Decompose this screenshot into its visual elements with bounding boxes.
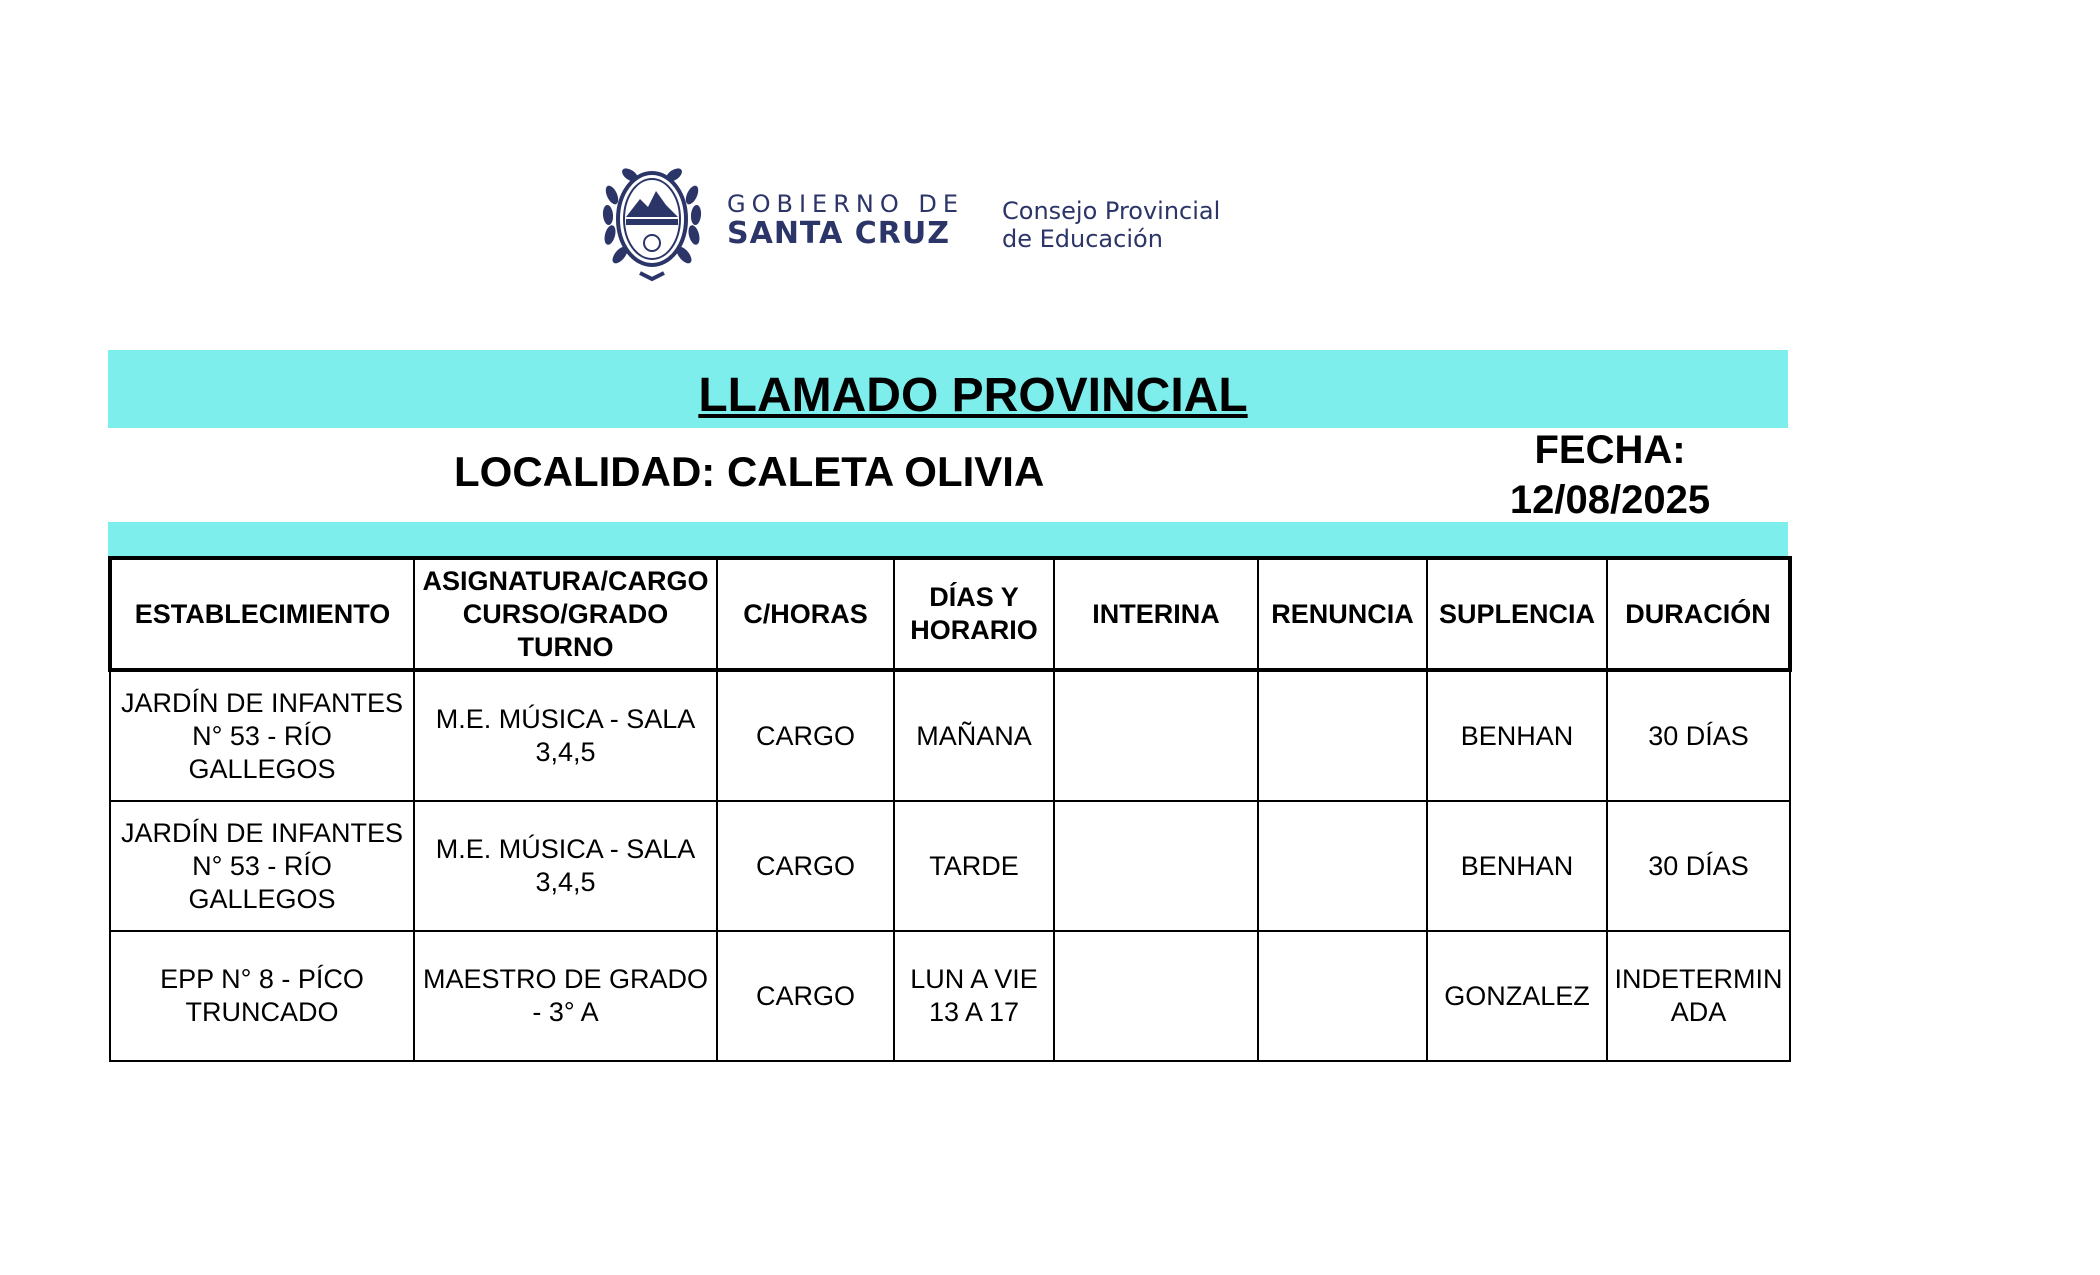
header-asignatura: ASIGNATURA/CARGO CURSO/GRADO TURNO [414, 558, 717, 670]
calls-table [108, 556, 1792, 1062]
table-row [110, 801, 1790, 931]
gov-line2: SANTA CRUZ [727, 216, 950, 251]
header-renuncia: RENUNCIA [1258, 558, 1427, 670]
title-band [108, 350, 1788, 428]
cell-renuncia [1258, 670, 1427, 801]
date-value: 12/08/2025 [1509, 478, 1711, 522]
table-header-row [110, 558, 1790, 670]
cell-asignatura: MAESTRO DE GRADO - 3° A [414, 931, 717, 1061]
separator-band [108, 522, 1788, 556]
header-duracion: DURACIÓN [1607, 558, 1790, 670]
cell-dias-horario: TARDE [894, 801, 1054, 931]
provincial-seal-icon [600, 155, 704, 285]
cell-duracion: 30 DÍAS [1607, 801, 1790, 931]
cell-interina [1054, 931, 1258, 1061]
header-logo [600, 155, 1240, 285]
page-title: LLAMADO PROVINCIAL [698, 368, 1248, 422]
cell-suplencia: BENHAN [1427, 801, 1607, 931]
header-suplencia: SUPLENCIA [1427, 558, 1607, 670]
cell-duracion: INDETERMINADA [1607, 931, 1790, 1061]
table-row [110, 931, 1790, 1061]
cell-renuncia [1258, 801, 1427, 931]
government-name [727, 191, 964, 251]
council-name [1002, 197, 1220, 253]
cell-horas: CARGO [717, 801, 894, 931]
header-interina: INTERINA [1054, 558, 1258, 670]
header-establecimiento: ESTABLECIMIENTO [110, 558, 414, 670]
date-block [1490, 425, 1730, 525]
cell-dias-horario: LUN A VIE 13 A 17 [894, 931, 1054, 1061]
council-line2: de Educación [1002, 225, 1163, 253]
gov-line1: GOBIERNO DE [727, 190, 964, 218]
cell-establecimiento: EPP N° 8 - PÍCO TRUNCADO [110, 931, 414, 1061]
cell-establecimiento: JARDÍN DE INFANTES N° 53 - RÍO GALLEGOS [110, 670, 414, 801]
cell-dias-horario: MAÑANA [894, 670, 1054, 801]
header-horas: C/HORAS [717, 558, 894, 670]
header-dias-horario: DÍAS Y HORARIO [894, 558, 1054, 670]
table-row [110, 670, 1790, 801]
cell-asignatura: M.E. MÚSICA - SALA 3,4,5 [414, 801, 717, 931]
cell-horas: CARGO [717, 931, 894, 1061]
date-label: FECHA: [1534, 428, 1686, 472]
cell-asignatura: M.E. MÚSICA - SALA 3,4,5 [414, 670, 717, 801]
cell-suplencia: GONZALEZ [1427, 931, 1607, 1061]
cell-duracion: 30 DÍAS [1607, 670, 1790, 801]
cell-interina [1054, 670, 1258, 801]
locality-label: LOCALIDAD: CALETA OLIVIA [454, 448, 1045, 495]
cell-interina [1054, 801, 1258, 931]
cell-establecimiento: JARDÍN DE INFANTES N° 53 - RÍO GALLEGOS [110, 801, 414, 931]
council-line1: Consejo Provincial [1002, 197, 1221, 225]
cell-suplencia: BENHAN [1427, 670, 1607, 801]
cell-horas: CARGO [717, 670, 894, 801]
cell-renuncia [1258, 931, 1427, 1061]
